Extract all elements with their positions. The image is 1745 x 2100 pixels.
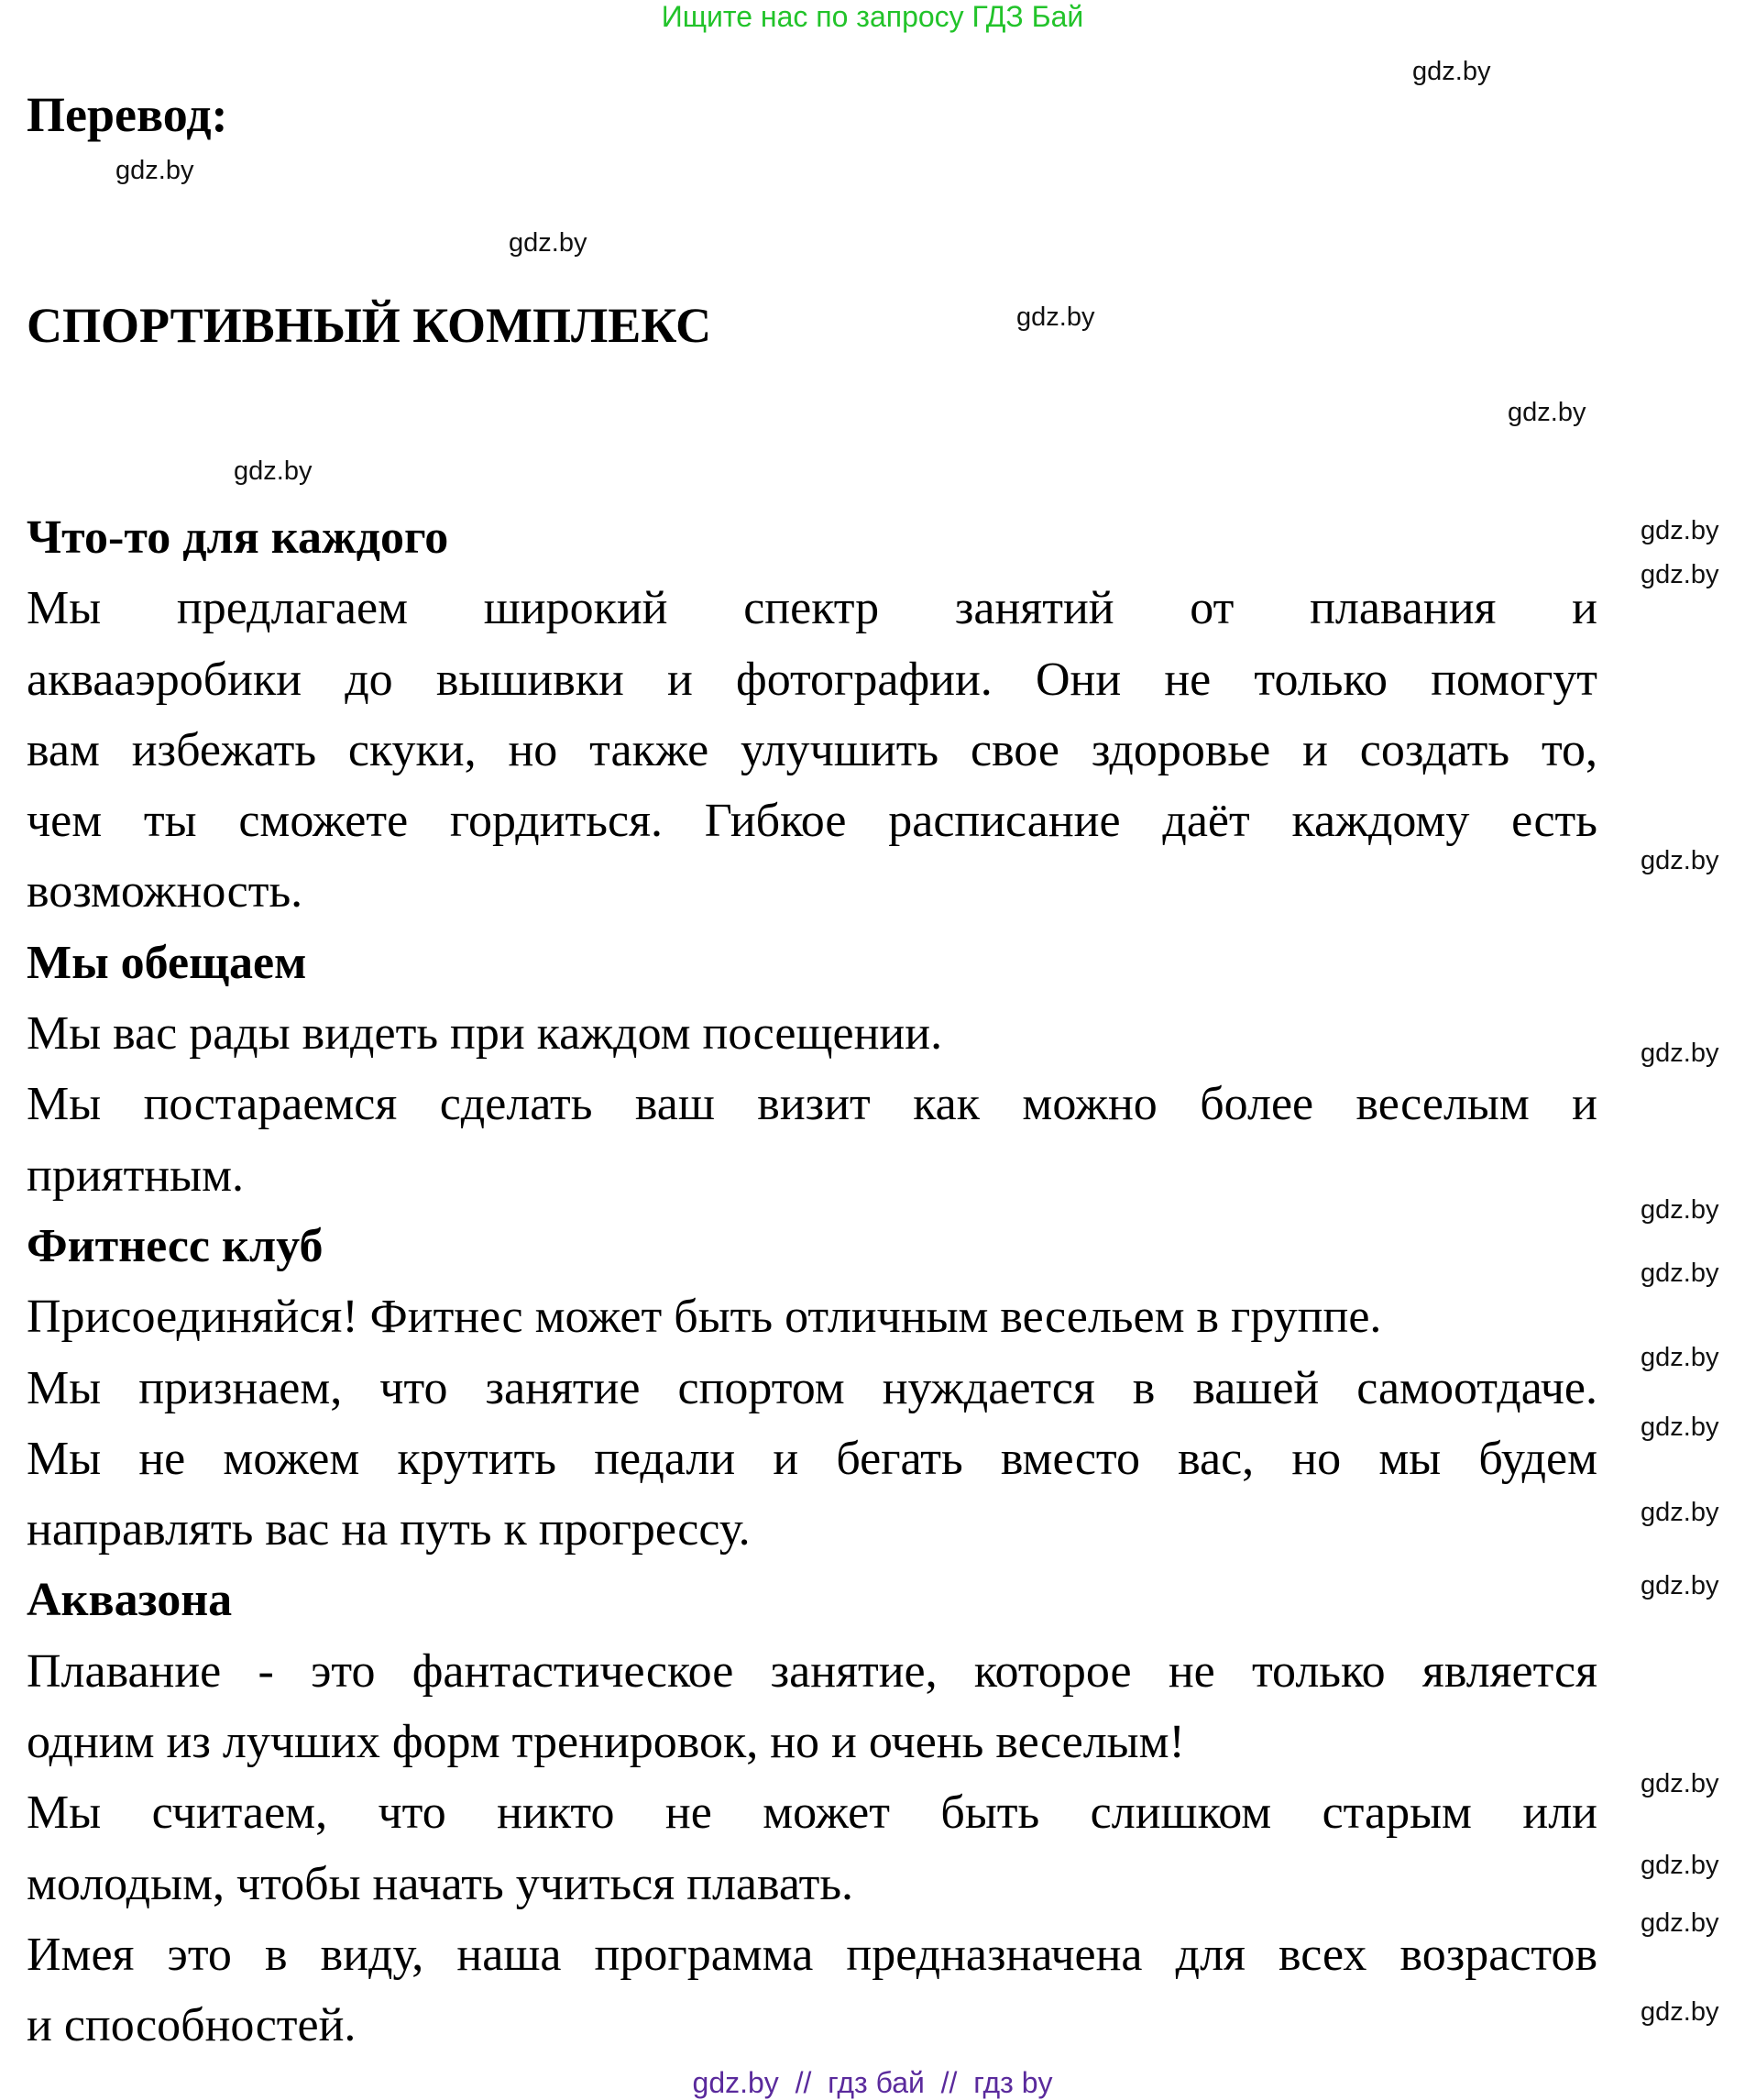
watermark: gdz.by [1641, 1195, 1719, 1225]
watermark: gdz.by [1641, 1413, 1719, 1442]
text-line: Мы не можем крутить педали и бегать вместо вас, но мы будем [27, 1432, 1597, 1485]
watermark: gdz.by [509, 228, 587, 258]
watermark: gdz.by [1641, 1498, 1719, 1527]
text-line: аквааэробики до вышивки и фотографии. Они не только помогут [27, 653, 1597, 706]
text-line: одним из лучших форм тренировок, но и очень веселым! [27, 1716, 1185, 1769]
watermark: gdz.by [115, 156, 194, 185]
watermark: gdz.by [1641, 1343, 1719, 1372]
watermark: gdz.by [1641, 560, 1719, 589]
watermark: gdz.by [1641, 516, 1719, 545]
watermark: gdz.by [1641, 1769, 1719, 1798]
watermark: gdz.by [1641, 1259, 1719, 1288]
text-line: молодым, чтобы начать учиться плавать. [27, 1857, 854, 1910]
text-line: вам избежать скуки, но также улучшить свое здоровье и создать то, [27, 723, 1597, 776]
watermark: gdz.by [234, 456, 313, 486]
text-line: приятным. [27, 1149, 244, 1202]
watermark: gdz.by [1016, 302, 1095, 332]
text-line: и способностей. [27, 1999, 357, 2052]
text-line: чем ты сможете гордиться. Гибкое расписание даёт каждому есть [27, 795, 1597, 848]
text-line: Мы предлагаем широкий спектр занятий от плавания и [27, 582, 1597, 635]
translation-body [27, 502, 1597, 2062]
section-heading: Что-то для каждого [27, 511, 449, 564]
watermark: gdz.by [1412, 57, 1491, 86]
document-heading: СПОРТИВНЫЙ КОМПЛЕКС [27, 298, 712, 353]
watermark: gdz.by [1641, 846, 1719, 875]
text-line: Мы признаем, что занятие спортом нуждается в вашей самоотдаче. [27, 1361, 1597, 1414]
text-line: Имея это в виду, наша программа предназначена для всех возрастов [27, 1928, 1597, 1981]
watermark: gdz.by [1641, 1908, 1719, 1938]
watermark: gdz.by [1641, 1851, 1719, 1880]
footer-links[interactable]: gdz.by // гдз бай // гдз by [692, 2066, 1053, 2099]
text-line: Мы постараемся сделать ваш визит как можно более веселым и [27, 1078, 1597, 1131]
text-line: направлять вас на путь к прогрессу. [27, 1503, 751, 1556]
text-line: возможность. [27, 865, 303, 918]
section-heading: Мы обещаем [27, 936, 307, 989]
watermark: gdz.by [1641, 1997, 1719, 2027]
text-line: Плавание - это фантастическое занятие, которое не только является [27, 1644, 1597, 1698]
text-line: Присоединяйся! Фитнес может быть отличным весельем в группе. [27, 1291, 1382, 1344]
page-title: Перевод: [27, 87, 228, 142]
section-heading: Фитнесс клуб [27, 1219, 324, 1272]
watermark: gdz.by [1641, 1039, 1719, 1068]
watermark: gdz.by [1508, 398, 1586, 427]
text-line: Мы вас рады видеть при каждом посещении. [27, 1007, 943, 1061]
watermark: gdz.by [1641, 1571, 1719, 1600]
section-heading: Аквазона [27, 1574, 233, 1627]
top-banner-link[interactable]: Ищите нас по запросу ГДЗ Бай [661, 0, 1084, 33]
text-line: Мы считаем, что никто не может быть слишком старым или [27, 1787, 1597, 1840]
